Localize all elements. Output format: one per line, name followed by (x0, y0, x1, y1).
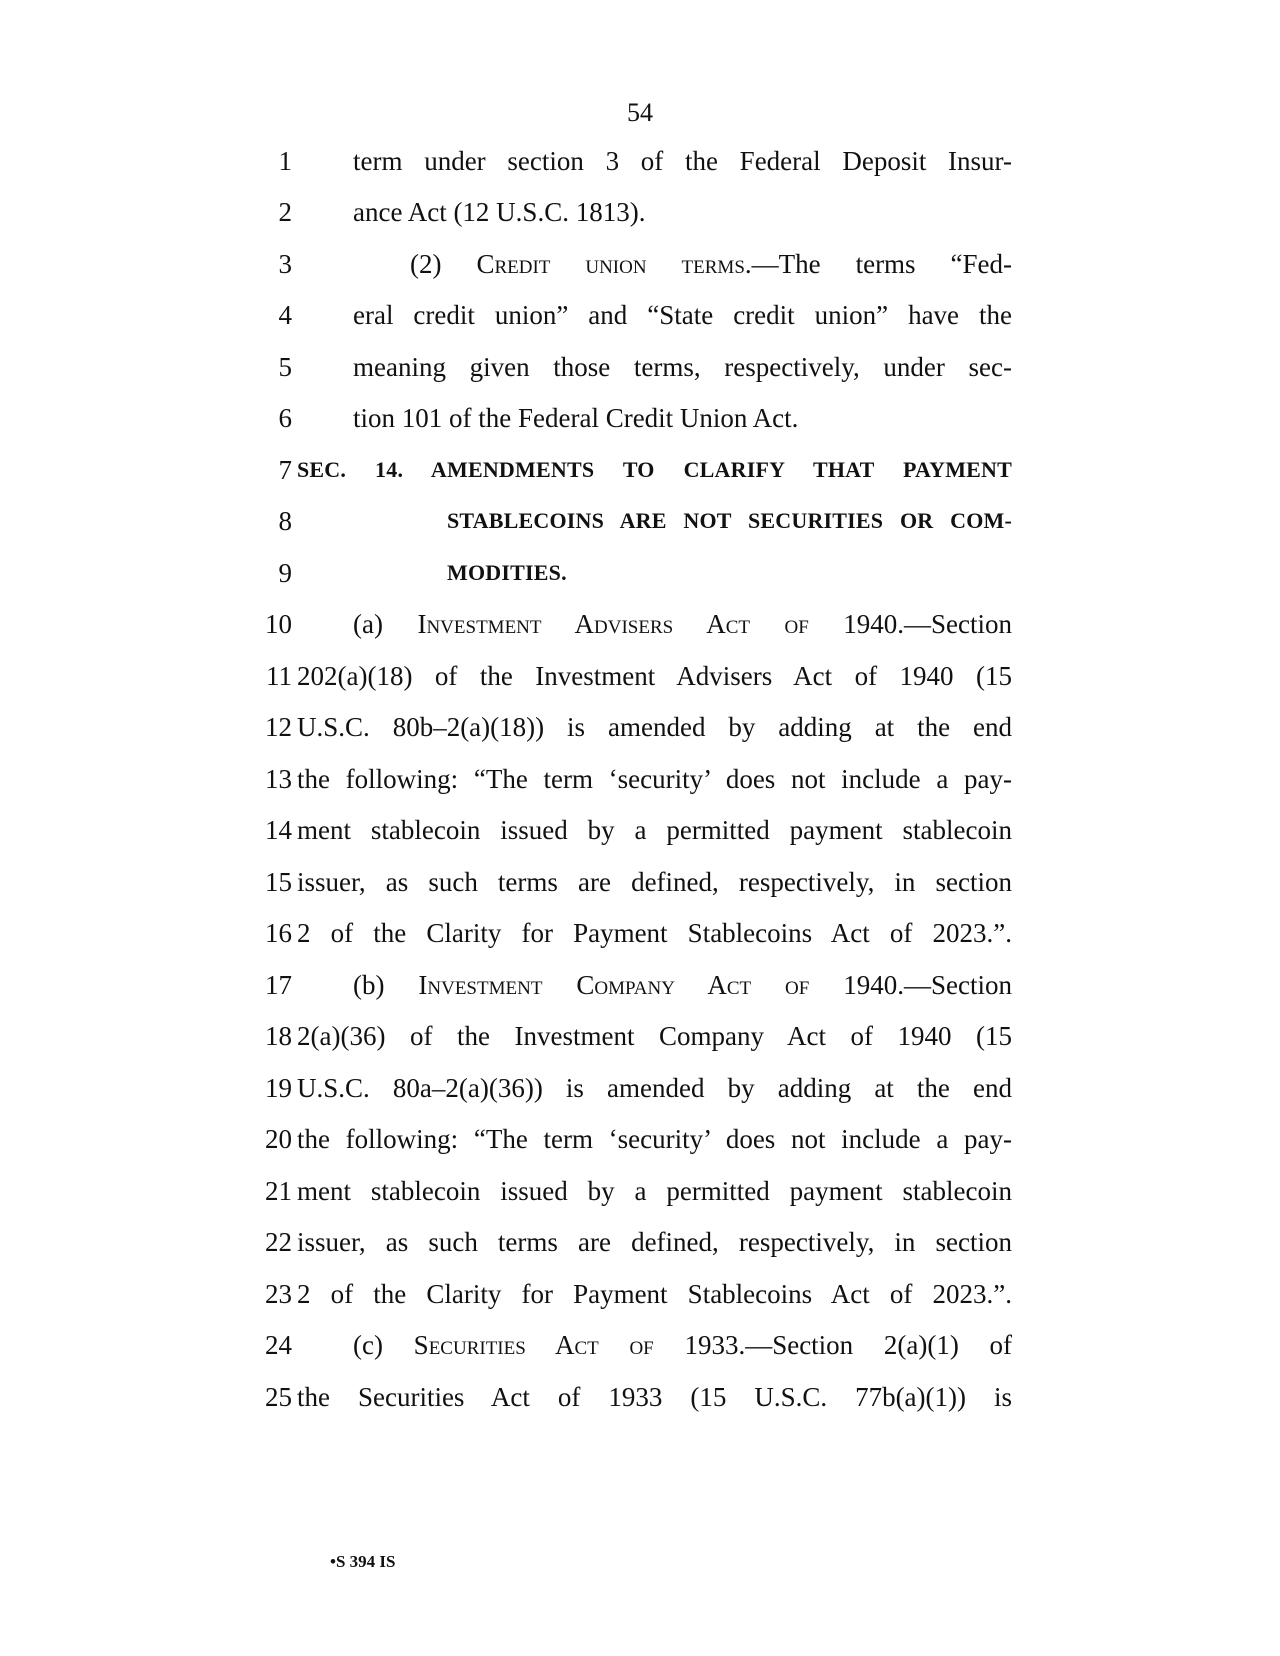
paragraph-heading: Credit union terms (476, 249, 745, 279)
text-line (0, 1164, 1280, 1218)
text-line (0, 237, 1280, 291)
line-text: ment stablecoin issued by a permitted payment stablecoin (297, 1176, 1012, 1206)
text-line (0, 906, 1280, 960)
paragraph-heading: Securities Act of (413, 1330, 654, 1360)
line-text: 202(a)(18) of the Investment Advisers Act of 1940 (15 (297, 661, 1012, 691)
paragraph-text: 1940.—Section (808, 609, 1012, 639)
paragraph-text: 1940.—Section (809, 970, 1012, 1000)
text-line (0, 752, 1280, 806)
bill-identifier-footer: •S 394 IS (330, 1552, 396, 1571)
line-number: 3 (278, 249, 292, 279)
line-number: 13 (265, 764, 292, 794)
section-heading-line (0, 494, 1280, 548)
section-heading: MODITIES. (447, 560, 567, 585)
line-number: 24 (265, 1330, 292, 1360)
line-number: 2 (278, 197, 292, 227)
paragraph-heading: Investment Company Act of (418, 970, 810, 1000)
line-text (410, 237, 1012, 291)
line-number: 25 (265, 1382, 292, 1412)
paragraph-text: .—The terms “Fed- (744, 249, 1013, 279)
line-number: 8 (278, 506, 292, 536)
line-number: 6 (278, 403, 292, 433)
paragraph-heading: Investment Advisers Act of (417, 609, 809, 639)
line-number: 21 (265, 1176, 292, 1206)
line-text: U.S.C. 80a–2(a)(36)) is amended by adding at the end (297, 1073, 1012, 1103)
text-line (0, 1318, 1280, 1372)
line-text (353, 958, 1012, 1012)
line-text: tion 101 of the Federal Credit Union Act. (353, 403, 799, 433)
line-number: 4 (278, 300, 292, 330)
section-heading: STABLECOINS ARE NOT SECURITIES OR COM- (447, 508, 1012, 533)
line-number: 1 (278, 146, 292, 176)
line-number: 5 (278, 352, 292, 382)
text-line (0, 1267, 1280, 1321)
paragraph-label: (a) (353, 609, 418, 639)
line-text: meaning given those terms, respectively, under sec- (353, 352, 1012, 382)
text-line (0, 597, 1280, 651)
line-text: ment stablecoin issued by a permitted payment stablecoin (297, 815, 1012, 845)
text-line (0, 1009, 1280, 1063)
line-text: U.S.C. 80b–2(a)(18)) is amended by adding at the end (297, 712, 1012, 742)
line-number: 22 (265, 1227, 292, 1257)
section-heading-line (0, 546, 1280, 600)
line-number: 16 (265, 918, 292, 948)
line-number: 10 (265, 609, 292, 639)
line-text: 2(a)(36) of the Investment Company Act of 1940 (15 (297, 1021, 1012, 1051)
page-number: 54 (627, 98, 653, 127)
line-text: ance Act (12 U.S.C. 1813). (353, 197, 646, 227)
line-number: 20 (265, 1124, 292, 1154)
text-line (0, 855, 1280, 909)
text-line (0, 288, 1280, 342)
text-line (0, 649, 1280, 703)
line-text (353, 597, 1012, 651)
line-number: 14 (265, 815, 292, 845)
line-number: 12 (265, 712, 292, 742)
text-line (0, 803, 1280, 857)
paragraph-label: (c) (353, 1330, 414, 1360)
line-text (353, 1318, 1012, 1372)
paragraph-label: (b) (353, 970, 419, 1000)
line-number: 23 (265, 1279, 292, 1309)
text-line (0, 1215, 1280, 1269)
text-line (0, 1370, 1280, 1424)
text-line (0, 700, 1280, 754)
line-number: 19 (265, 1073, 292, 1103)
line-text: the Securities Act of 1933 (15 U.S.C. 77b(a)(1)) is (297, 1382, 1012, 1412)
paragraph-label: (2) (410, 249, 477, 279)
line-number: 7 (278, 455, 292, 485)
section-heading: SEC. 14. AMENDMENTS TO CLARIFY THAT PAYMENT (297, 457, 1012, 482)
line-text: eral credit union” and “State credit union” have the (353, 300, 1012, 330)
line-text: the following: “The term ‘security’ does not include a pay- (297, 1124, 1012, 1154)
text-line (0, 340, 1280, 394)
line-number: 18 (265, 1021, 292, 1051)
section-heading-line (0, 443, 1280, 497)
line-number: 11 (266, 661, 292, 691)
line-number: 9 (278, 558, 292, 588)
text-line (0, 134, 1280, 188)
line-number: 15 (265, 867, 292, 897)
text-line (0, 185, 1280, 239)
line-text: issuer, as such terms are defined, respectively, in section (297, 867, 1012, 897)
line-number: 17 (265, 970, 292, 1000)
line-text: term under section 3 of the Federal Deposit Insur- (353, 146, 1012, 176)
paragraph-text: 1933.—Section 2(a)(1) of (653, 1330, 1012, 1360)
text-line (0, 958, 1280, 1012)
line-text: issuer, as such terms are defined, respectively, in section (297, 1227, 1012, 1257)
text-line (0, 1112, 1280, 1166)
text-line (0, 1061, 1280, 1115)
text-line (0, 391, 1280, 445)
line-text: the following: “The term ‘security’ does not include a pay- (297, 764, 1012, 794)
line-text: 2 of the Clarity for Payment Stablecoins Act of 2023.”. (297, 1279, 1012, 1309)
line-text: 2 of the Clarity for Payment Stablecoins Act of 2023.”. (297, 918, 1012, 948)
